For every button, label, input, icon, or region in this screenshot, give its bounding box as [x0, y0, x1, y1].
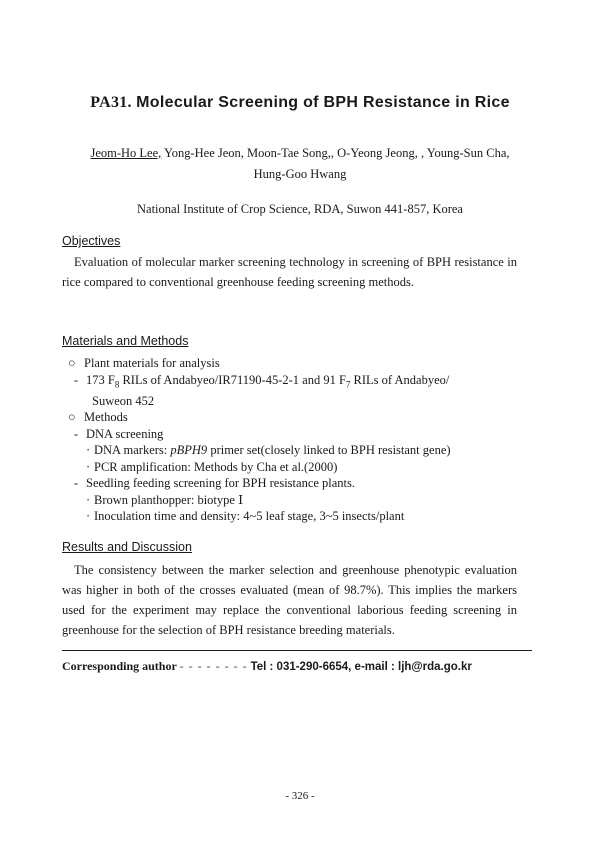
- results-text: The consistency between the marker selection and greenhouse phenotypic evaluation was higher in both of the crosses evaluated (mean of 98.7%). This implies the markers used for the experiment may replace the conventional laborious feeding screening in greenhouse for the selection of BPH resistance breeding materials.: [62, 563, 517, 637]
- dashed-leader: - - - - - - - -: [179, 659, 248, 673]
- list-item: ○ Plant materials for analysis: [68, 356, 220, 370]
- co-authors: Yong-Hee Jeon, Moon-Tae Song,, O-Yeong Jeong, , Young-Sun Cha,: [163, 146, 510, 160]
- presenting-author: Jeom-Ho Lee,: [90, 146, 162, 160]
- objectives-paragraph: [62, 252, 517, 292]
- list-item: - Seedling feeding screening for BPH resistance plants.: [74, 476, 356, 490]
- list-item: - DNA screening: [74, 426, 164, 441]
- methods-heading: Materials and Methods: [62, 334, 189, 348]
- objectives-text: Evaluation of molecular marker screening technology in screening of BPH resistance in rice compared to conventional greenhouse feeding screening methods.: [62, 255, 517, 289]
- circle-bullet-icon: ○: [68, 410, 76, 424]
- paper-title: [0, 94, 600, 112]
- list-item: - 173 $F_8$ RILs of Andabyeo/IR71190-45-2-1 and 91 $F_7$ RILs of Andabyeo/: [74, 372, 450, 389]
- affiliation: National Institute of Crop Science, RDA, Suwon 441-857, Korea: [137, 202, 463, 216]
- list-item: · DNA markers: pBPH9 primer set(closely linked to BPH resistant gene): [86, 443, 451, 457]
- results-paragraph: [62, 560, 517, 640]
- list-item: · PCR amplification: Methods by Cha et al.(2000): [86, 459, 338, 474]
- co-authors-line2: Hung-Goo Hwang: [253, 167, 347, 181]
- circle-bullet-icon: ○: [68, 356, 76, 370]
- author-list: [50, 143, 550, 185]
- objectives-heading: Objectives: [62, 234, 121, 248]
- list-item: · Inoculation time and density: 4~5 leaf stage, 3~5 insects/plant: [86, 509, 405, 523]
- corresponding-label: Corresponding author: [62, 659, 177, 673]
- contact-info: Tel : 031-290-6654, e-mail : ljh@rda.go.kr: [250, 661, 472, 673]
- page-number: - 326 -: [285, 790, 315, 802]
- title-text: Molecular Screening of BPH Resistance in Rice: [136, 94, 510, 111]
- gene-name: pBPH9: [170, 443, 208, 457]
- methods-list: [62, 355, 532, 525]
- list-item-continued: Suweon 452: [92, 393, 155, 408]
- list-item: · Brown planthopper: biotype Ⅰ: [86, 492, 244, 507]
- results-heading: Results and Discussion: [62, 540, 192, 554]
- list-item: ○ Methods: [68, 410, 128, 424]
- corresponding-author: [62, 650, 532, 674]
- abstract-code: PA31.: [90, 94, 132, 111]
